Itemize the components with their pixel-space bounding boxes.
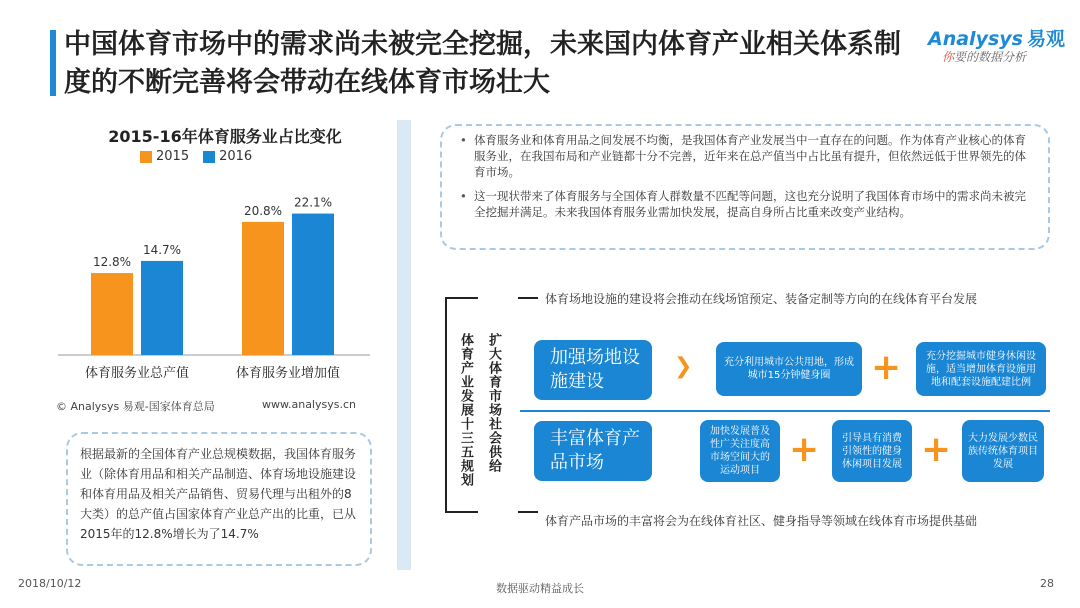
chart-site: www.analysys.cn [262, 398, 356, 411]
measure-box-1: 充分利用城市公共用地，形成城市15分钟健身圈 [716, 342, 862, 396]
measure-box-3: 加快发展普及性广关注度高市场空间大的运动项目 [700, 420, 780, 482]
bar-2016-0 [141, 261, 183, 355]
measure-box-2: 充分挖掘城市健身休闲设施，适当增加体育设施用地和配套设施配建比例 [916, 342, 1046, 396]
analysys-logo [928, 24, 1068, 68]
plan-label: 体育产业发展十三五规划 [458, 333, 473, 487]
legend-swatch-2016 [203, 151, 215, 163]
chevron-right-icon: ❯ [674, 354, 693, 379]
logo-slogan [942, 48, 1026, 65]
plus-icon: + [789, 429, 820, 470]
product-market-box: 丰富体育产品市场 [534, 421, 652, 481]
bar-2015-1 [242, 222, 284, 355]
analysis-list [460, 132, 1034, 220]
data-label-2016-0: 14.7% [142, 242, 182, 257]
legend-swatch-2015 [140, 151, 152, 163]
diagram-separator [520, 410, 1050, 412]
column-divider [397, 120, 411, 570]
data-label-2015-0: 12.8% [92, 255, 132, 270]
logo-slogan-first: 你 [942, 50, 955, 64]
chart-source: © Analysys 易观-国家体育总局 [56, 400, 215, 413]
data-label-2016-1: 22.1% [293, 195, 333, 210]
legend-item-2015 [140, 149, 189, 164]
diagram-top-note: 体育场地设施的建设将会推动在线场馆预定、装备定制等方向的在线体育平台发展 [545, 292, 978, 306]
page-title: 中国体育市场中的需求尚未被完全挖掘，未来国内体育产业相关体系制度的不断完善将会带动在线体育市场壮大 [64, 29, 901, 98]
category-label-1: 体育服务业增加值 [235, 366, 341, 381]
measure-box-5: 大力发展少数民族传统体育项目发展 [962, 420, 1044, 482]
diagram-bottom-note: 体育产品市场的丰富将会为在线体育社区、健身指导等领域在线体育市场提供基础 [545, 514, 978, 528]
legend-item-2016 [203, 149, 252, 164]
plus-icon: + [871, 347, 902, 388]
logo-main [928, 24, 1065, 51]
facility-construction-box: 加强场地设施建设 [534, 340, 652, 400]
footer-date: 2018/10/12 [18, 577, 82, 590]
footer-slogan: 数据驱动精益成长 [496, 582, 584, 595]
analysis-box [440, 124, 1050, 250]
bar-2016-1 [292, 214, 334, 355]
logo-main-en: Analysys [928, 28, 1023, 50]
analysis-bullet: • 体育服务业和体育用品之间发展不均衡，是我国体育产业发展当中一直存在的问题。作为体育产业核心的体育服务业，在我国布局和产业链都十分不完善，近年来在总产值当中占比虽有提升，但依然远低于世界领先的体育市场。 [460, 132, 1034, 180]
analysis-bullet: • 这一现状带来了体育服务与全国体育人群数量不匹配等问题，这也充分说明了我国体育市场中的需求尚未被完全挖掘并满足。未来我国体育服务业需加快发展，提高自身所占比重来改变产业结构。 [460, 188, 1034, 220]
plus-icon: + [921, 429, 952, 470]
title-accent-bar [50, 30, 56, 96]
summary-box [66, 432, 372, 566]
chart-title: 2015-16年体育服务业占比变化 [108, 127, 342, 146]
logo-main-cn: 易观 [1026, 28, 1065, 50]
page-number: 28 [1040, 577, 1054, 590]
supply-label: 扩大体育市场社会供给 [486, 333, 501, 473]
bar-chart [40, 165, 390, 390]
data-label-2015-1: 20.8% [243, 203, 283, 218]
legend-label-2016: 2016 [219, 149, 253, 164]
category-label-0: 体育服务业总产值 [84, 366, 190, 381]
measure-box-4: 引导具有消费引领性的健身休闲项目发展 [832, 420, 912, 482]
legend-label-2015: 2015 [156, 149, 190, 164]
logo-slogan-rest: 要的数据分析 [954, 50, 1027, 64]
summary-text: 根据最新的全国体育产业总规模数据，我国体育服务业（除体育用品和相关产品制造、体育场地设施建设和体育用品及相关产品销售、贸易代理与出租外的8大类）的总产值占国家体育产业总产出的比重，已从2015年的12.8%增长为了14.7% [80, 447, 357, 541]
bar-2015-0 [91, 273, 133, 355]
chart-legend [140, 149, 252, 164]
